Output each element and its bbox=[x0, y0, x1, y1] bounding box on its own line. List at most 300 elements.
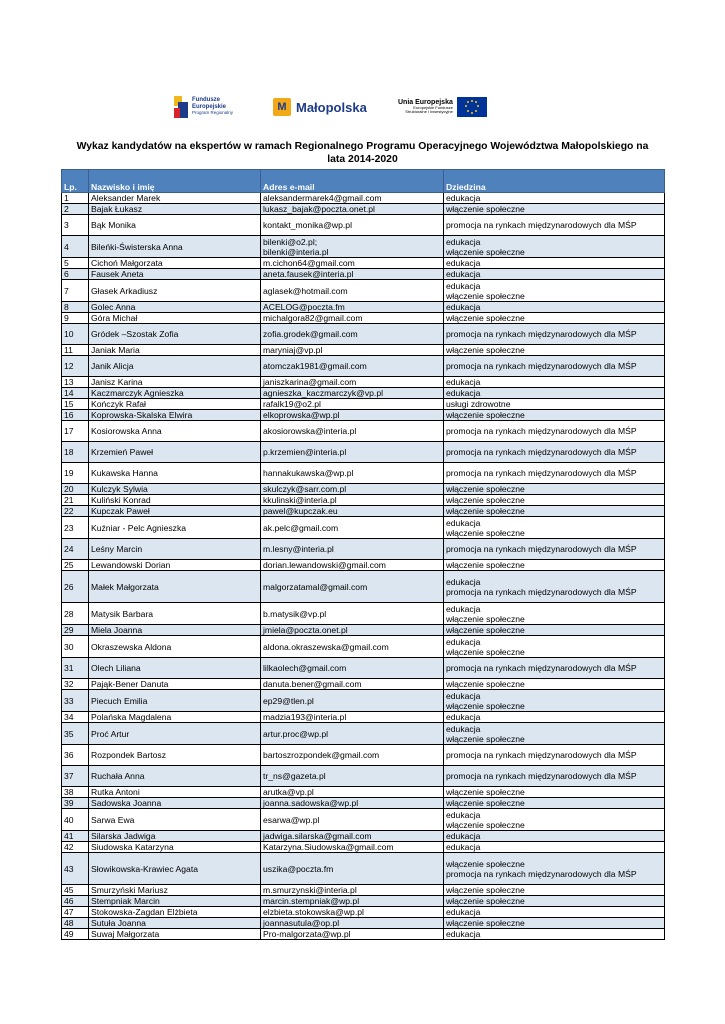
cell-field bbox=[444, 929, 665, 940]
table-row bbox=[62, 636, 665, 658]
cell-name: Rutka Antoni bbox=[89, 787, 261, 798]
cell-email bbox=[261, 723, 444, 745]
candidates-table bbox=[61, 169, 665, 940]
table-row bbox=[62, 204, 665, 215]
cell-email-line: bilenki@o2.pl; bbox=[263, 236, 318, 247]
cell-name: Polańska Magdalena bbox=[89, 712, 261, 723]
cell-lp: 4 bbox=[62, 236, 89, 258]
table-row bbox=[62, 842, 665, 853]
cell-lp: 30 bbox=[62, 636, 89, 658]
cell-name: Miela Joanna bbox=[89, 625, 261, 636]
cell-email-line: ACELOG@poczta.fm bbox=[263, 302, 345, 312]
cell-name: Lewandowski Dorian bbox=[89, 560, 261, 571]
cell-field-line: włączenie społeczne bbox=[446, 798, 525, 808]
cell-field-line: włączenie społeczne bbox=[446, 885, 525, 895]
cell-field bbox=[444, 258, 665, 269]
cell-email-line: madzia193@interia.pl bbox=[263, 712, 347, 722]
table-row bbox=[62, 193, 665, 204]
cell-email-line: zofia.grodek@gmail.com bbox=[263, 329, 358, 339]
ue-logo-line2: Europejskie Fundusze bbox=[413, 104, 453, 110]
cell-email-line: esarwa@wp.pl bbox=[263, 814, 320, 825]
cell-field bbox=[444, 495, 665, 506]
cell-email bbox=[261, 463, 444, 484]
table-row bbox=[62, 712, 665, 723]
table-row bbox=[62, 269, 665, 280]
cell-field bbox=[444, 853, 665, 885]
cell-email-line: ak.pelc@gmail.com bbox=[263, 522, 339, 533]
table-row bbox=[62, 421, 665, 442]
cell-name: Cichoń Małgorzata bbox=[89, 258, 261, 269]
cell-field bbox=[444, 517, 665, 539]
cell-field-line: włączenie społeczne bbox=[446, 733, 525, 744]
cell-field bbox=[444, 204, 665, 215]
cell-name: Sarwa Ewa bbox=[89, 809, 261, 831]
cell-email bbox=[261, 918, 444, 929]
cell-field-line: włączenie społeczne bbox=[446, 646, 525, 657]
cell-email-line: tr_ns@gazeta.pl bbox=[263, 771, 326, 781]
cell-name: Proć Artur bbox=[89, 723, 261, 745]
cell-field-line: włączenie społeczne bbox=[446, 290, 525, 301]
cell-field-line: edukacja bbox=[446, 517, 481, 528]
cell-field bbox=[444, 377, 665, 388]
cell-field-line: promocja na rynkach międzynarodowych dla MŚP bbox=[446, 771, 637, 781]
cell-email bbox=[261, 345, 444, 356]
cell-lp: 34 bbox=[62, 712, 89, 723]
cell-field-line: promocja na rynkach międzynarodowych dla MŚP bbox=[446, 426, 637, 436]
cell-field bbox=[444, 560, 665, 571]
cell-field bbox=[444, 324, 665, 345]
cell-email bbox=[261, 399, 444, 410]
table-row bbox=[62, 723, 665, 745]
cell-email-line: bartoszrozpondek@gmail.com bbox=[263, 750, 380, 760]
cell-email bbox=[261, 896, 444, 907]
unia-europejska-logo bbox=[398, 90, 487, 124]
cell-name: Kaczmarczyk Agnieszka bbox=[89, 388, 261, 399]
cell-email bbox=[261, 571, 444, 603]
cell-field-line: edukacja bbox=[446, 603, 481, 614]
cell-field bbox=[444, 484, 665, 495]
cell-name: Kuliński Konrad bbox=[89, 495, 261, 506]
cell-email bbox=[261, 929, 444, 940]
cell-field bbox=[444, 625, 665, 636]
cell-field bbox=[444, 658, 665, 679]
cell-email-line: michalgora82@gmail.com bbox=[263, 313, 363, 323]
cell-field-line: edukacja bbox=[446, 236, 481, 247]
cell-name: Piecuch Emilia bbox=[89, 690, 261, 712]
cell-lp: 3 bbox=[62, 215, 89, 236]
cell-lp: 9 bbox=[62, 313, 89, 324]
cell-lp: 39 bbox=[62, 798, 89, 809]
cell-lp: 21 bbox=[62, 495, 89, 506]
cell-field bbox=[444, 571, 665, 603]
table-header-row bbox=[62, 170, 665, 193]
cell-lp: 41 bbox=[62, 831, 89, 842]
cell-field-line: włączenie społeczne bbox=[446, 484, 525, 494]
cell-lp: 45 bbox=[62, 885, 89, 896]
cell-email-line: danuta.bener@gmail.com bbox=[263, 679, 362, 689]
cell-email bbox=[261, 506, 444, 517]
cell-email-line: b.matysik@vp.pl bbox=[263, 608, 327, 619]
table-row bbox=[62, 831, 665, 842]
cell-lp: 13 bbox=[62, 377, 89, 388]
cell-name: Koprowska-Skalska Elwira bbox=[89, 410, 261, 421]
cell-email-line: uszika@poczta.fm bbox=[263, 863, 334, 874]
table-row bbox=[62, 560, 665, 571]
cell-email bbox=[261, 766, 444, 787]
cell-field bbox=[444, 787, 665, 798]
cell-email-line: m.lesny@interia.pl bbox=[263, 544, 334, 554]
cell-name: Kosiorowska Anna bbox=[89, 421, 261, 442]
cell-field bbox=[444, 603, 665, 625]
cell-email bbox=[261, 625, 444, 636]
cell-lp: 42 bbox=[62, 842, 89, 853]
cell-email bbox=[261, 560, 444, 571]
cell-field-line: usługi zdrowotne bbox=[446, 399, 511, 409]
cell-name: Góra Michał bbox=[89, 313, 261, 324]
malopolska-logo-text: Małopolska bbox=[296, 99, 367, 115]
cell-field-line: włączenie społeczne bbox=[446, 204, 525, 214]
malopolska-emblem-icon: M bbox=[273, 98, 291, 116]
cell-field bbox=[444, 410, 665, 421]
table-row bbox=[62, 853, 665, 885]
table-row bbox=[62, 399, 665, 410]
cell-email bbox=[261, 679, 444, 690]
cell-field bbox=[444, 918, 665, 929]
cell-field-line: edukacja bbox=[446, 690, 481, 701]
cell-name: Siudowska Katarzyna bbox=[89, 842, 261, 853]
cell-email-line: kkulinski@interia.pl bbox=[263, 495, 337, 505]
table-row bbox=[62, 929, 665, 940]
cell-email-line: Pro-malgorzata@wp.pl bbox=[263, 929, 351, 939]
cell-email-line: hannakukawska@wp.pl bbox=[263, 468, 354, 478]
table-row bbox=[62, 388, 665, 399]
cell-name: Kuźniar - Pelc Agnieszka bbox=[89, 517, 261, 539]
cell-email-line: elkoprowska@wp.pl bbox=[263, 410, 340, 420]
cell-name: Bąk Monika bbox=[89, 215, 261, 236]
cell-lp: 38 bbox=[62, 787, 89, 798]
cell-field bbox=[444, 885, 665, 896]
cell-lp: 36 bbox=[62, 745, 89, 766]
cell-email-line: joannasutula@op.pl bbox=[263, 918, 340, 928]
cell-email bbox=[261, 410, 444, 421]
cell-email-line: p.krzemien@interia.pl bbox=[263, 447, 347, 457]
cell-lp: 8 bbox=[62, 302, 89, 313]
cell-email bbox=[261, 377, 444, 388]
table-row bbox=[62, 215, 665, 236]
cell-name: Sadowska Joanna bbox=[89, 798, 261, 809]
cell-name: Leśny Marcin bbox=[89, 539, 261, 560]
cell-field bbox=[444, 302, 665, 313]
cell-field-line: edukacja bbox=[446, 907, 481, 917]
cell-email bbox=[261, 313, 444, 324]
cell-field-line: edukacja bbox=[446, 636, 481, 647]
cell-email-line: ep29@tlen.pl bbox=[263, 695, 314, 706]
table-row bbox=[62, 809, 665, 831]
cell-lp: 14 bbox=[62, 388, 89, 399]
table-row bbox=[62, 885, 665, 896]
table-row bbox=[62, 463, 665, 484]
cell-field-line: edukacja bbox=[446, 377, 481, 387]
cell-name: Gródek –Szostak Zofia bbox=[89, 324, 261, 345]
cell-field-line: włączenie społeczne bbox=[446, 679, 525, 689]
cell-field-line: promocja na rynkach międzynarodowych dla MŚP bbox=[446, 447, 637, 457]
cell-field-line: promocja na rynkach międzynarodowych dla MŚP bbox=[446, 361, 637, 371]
cell-lp: 7 bbox=[62, 280, 89, 302]
cell-field bbox=[444, 356, 665, 377]
cell-email-line: kontakt_monika@wp.pl bbox=[263, 220, 352, 230]
cell-email-line: pawel@kupczak.eu bbox=[263, 506, 338, 516]
cell-name: Olech Liliana bbox=[89, 658, 261, 679]
cell-email bbox=[261, 809, 444, 831]
cell-email-line: jadwiga.silarska@gmail.com bbox=[263, 831, 372, 841]
cell-email-line: m.cichon64@gmail.com bbox=[263, 258, 355, 268]
cell-field-line: edukacja bbox=[446, 831, 481, 841]
cell-field bbox=[444, 215, 665, 236]
table-row bbox=[62, 442, 665, 463]
cell-email bbox=[261, 442, 444, 463]
cell-lp: 20 bbox=[62, 484, 89, 495]
cell-field-line: edukacja bbox=[446, 809, 481, 820]
table-row bbox=[62, 280, 665, 302]
table-row bbox=[62, 236, 665, 258]
cell-email-line: arutka@vp.pl bbox=[263, 787, 314, 797]
cell-lp: 11 bbox=[62, 345, 89, 356]
cell-lp: 29 bbox=[62, 625, 89, 636]
cell-field bbox=[444, 539, 665, 560]
cell-lp: 43 bbox=[62, 853, 89, 885]
cell-lp: 18 bbox=[62, 442, 89, 463]
cell-field-line: włączenie społeczne bbox=[446, 819, 525, 830]
cell-field-line: włączenie społeczne bbox=[446, 700, 525, 711]
table-row bbox=[62, 356, 665, 377]
cell-field bbox=[444, 723, 665, 745]
cell-email bbox=[261, 842, 444, 853]
table-body bbox=[62, 193, 665, 940]
cell-lp: 32 bbox=[62, 679, 89, 690]
cell-field-line: włączenie społeczne bbox=[446, 896, 525, 906]
cell-field bbox=[444, 690, 665, 712]
table-row bbox=[62, 787, 665, 798]
cell-email bbox=[261, 798, 444, 809]
cell-field-line: promocja na rynkach międzynarodowych dla MŚP bbox=[446, 586, 637, 597]
table-row bbox=[62, 658, 665, 679]
cell-field-line: włączenie społeczne bbox=[446, 345, 525, 355]
cell-lp: 15 bbox=[62, 399, 89, 410]
cell-field-line: edukacja bbox=[446, 388, 481, 398]
cell-email bbox=[261, 258, 444, 269]
table-row bbox=[62, 571, 665, 603]
cell-name: Okraszewska Aldona bbox=[89, 636, 261, 658]
cell-email bbox=[261, 193, 444, 204]
page-title bbox=[60, 140, 665, 166]
cell-name: Krzemień Paweł bbox=[89, 442, 261, 463]
cell-field bbox=[444, 745, 665, 766]
cell-email-line: aldona.okraszewska@gmail.com bbox=[263, 641, 389, 652]
cell-name: Fausek Aneta bbox=[89, 269, 261, 280]
cell-name: Bajak Łukasz bbox=[89, 204, 261, 215]
ue-logo-line3: Strukturalne i Inwestycyjne bbox=[405, 109, 453, 114]
cell-email bbox=[261, 215, 444, 236]
cell-email-line: aneta.fausek@interia.pl bbox=[263, 269, 354, 279]
fe-logo-line2: Europejskie bbox=[192, 103, 227, 110]
cell-lp: 46 bbox=[62, 896, 89, 907]
cell-field-line: promocja na rynkach międzynarodowych dla MŚP bbox=[446, 468, 637, 478]
cell-email-line: bilenki@interia.pl bbox=[263, 246, 329, 257]
cell-lp: 33 bbox=[62, 690, 89, 712]
cell-email-line: rafalk19@o2.pl bbox=[263, 399, 321, 409]
title-line-1: Wykaz kandydatów na ekspertów w ramach Regionalnego Programu Operacyjnego Województwa Małopolskiego na bbox=[76, 141, 649, 152]
cell-email-line: Katarzyna.Siudowska@gmail.com bbox=[263, 842, 394, 852]
cell-lp: 12 bbox=[62, 356, 89, 377]
cell-lp: 47 bbox=[62, 907, 89, 918]
cell-field bbox=[444, 399, 665, 410]
header-email: Adres e-mail bbox=[261, 170, 444, 193]
cell-field-line: edukacja bbox=[446, 280, 481, 291]
cell-field bbox=[444, 236, 665, 258]
cell-field bbox=[444, 442, 665, 463]
cell-field-line: edukacja bbox=[446, 842, 481, 852]
cell-field-line: edukacja bbox=[446, 193, 481, 203]
cell-field-line: edukacja bbox=[446, 929, 481, 939]
cell-field bbox=[444, 506, 665, 517]
cell-field bbox=[444, 831, 665, 842]
cell-field bbox=[444, 636, 665, 658]
cell-email-line: artur.proc@wp.pl bbox=[263, 728, 329, 739]
cell-email bbox=[261, 388, 444, 399]
cell-lp: 49 bbox=[62, 929, 89, 940]
cell-name: Stempniak Marcin bbox=[89, 896, 261, 907]
cell-email bbox=[261, 885, 444, 896]
cell-lp: 5 bbox=[62, 258, 89, 269]
cell-name: Smurzyński Mariusz bbox=[89, 885, 261, 896]
table-row bbox=[62, 302, 665, 313]
cell-lp: 26 bbox=[62, 571, 89, 603]
logo-bar bbox=[0, 90, 725, 124]
malopolska-logo bbox=[273, 90, 367, 124]
cell-field bbox=[444, 798, 665, 809]
cell-email-line: akosiorowska@interia.pl bbox=[263, 426, 357, 436]
cell-name: Janiak Maria bbox=[89, 345, 261, 356]
ue-logo-line1: Unia Europejska bbox=[398, 98, 453, 106]
cell-email-line: maryniaj@vp.pl bbox=[263, 345, 323, 355]
cell-name: Sutuła Joanna bbox=[89, 918, 261, 929]
cell-email bbox=[261, 484, 444, 495]
cell-email bbox=[261, 517, 444, 539]
cell-email-line: elzbieta.stokowska@wp.pl bbox=[263, 907, 364, 917]
cell-email bbox=[261, 745, 444, 766]
cell-field-line: włączenie społeczne bbox=[446, 246, 525, 257]
cell-lp: 28 bbox=[62, 603, 89, 625]
cell-email-line: atomczak1981@gmail.com bbox=[263, 361, 367, 371]
cell-lp: 48 bbox=[62, 918, 89, 929]
cell-email bbox=[261, 787, 444, 798]
cell-name: Kończyk Rafał bbox=[89, 399, 261, 410]
cell-field bbox=[444, 280, 665, 302]
cell-lp: 37 bbox=[62, 766, 89, 787]
cell-email bbox=[261, 636, 444, 658]
table-row bbox=[62, 506, 665, 517]
fe-logo-line3: Program Regionalny bbox=[192, 110, 234, 116]
table-row bbox=[62, 896, 665, 907]
cell-lp: 19 bbox=[62, 463, 89, 484]
cell-field bbox=[444, 345, 665, 356]
cell-email-line: agnieszka_kaczmarczyk@vp.pl bbox=[263, 388, 384, 398]
fe-star-icon bbox=[174, 96, 188, 118]
cell-field-line: włączenie społeczne bbox=[446, 495, 525, 505]
cell-email bbox=[261, 269, 444, 280]
cell-name: Suwaj Małgorzata bbox=[89, 929, 261, 940]
fundusze-europejskie-logo bbox=[174, 90, 233, 124]
cell-email-line: aglasek@hotmail.com bbox=[263, 285, 348, 296]
cell-name: Rozpondek Bartosz bbox=[89, 745, 261, 766]
cell-lp: 17 bbox=[62, 421, 89, 442]
cell-name: Głasek Arkadiusz bbox=[89, 280, 261, 302]
table-row bbox=[62, 603, 665, 625]
cell-name: Słowikowska-Krawiec Agata bbox=[89, 853, 261, 885]
table-row bbox=[62, 539, 665, 560]
table-row bbox=[62, 313, 665, 324]
cell-email bbox=[261, 712, 444, 723]
table-row bbox=[62, 918, 665, 929]
cell-email bbox=[261, 421, 444, 442]
cell-field-line: włączenie społeczne bbox=[446, 625, 525, 635]
cell-email-line: jmiela@poczta.onet.pl bbox=[263, 625, 348, 635]
cell-email-line: malgorzatamal@gmail.com bbox=[263, 581, 368, 592]
table-row bbox=[62, 495, 665, 506]
cell-email bbox=[261, 907, 444, 918]
cell-field-line: promocja na rynkach międzynarodowych dla MŚP bbox=[446, 868, 637, 879]
cell-email-line: joanna.sadowska@wp.pl bbox=[263, 798, 359, 808]
cell-field-line: edukacja bbox=[446, 269, 481, 279]
cell-name: Golec Anna bbox=[89, 302, 261, 313]
cell-email-line: janiszkarina@gmail.com bbox=[263, 377, 357, 387]
cell-email-line: marcin.stempniak@wp.pl bbox=[263, 896, 360, 906]
cell-field bbox=[444, 712, 665, 723]
table-row bbox=[62, 745, 665, 766]
cell-email bbox=[261, 280, 444, 302]
cell-email bbox=[261, 236, 444, 258]
cell-email-line: dorian.lewandowski@gmail.com bbox=[263, 560, 386, 570]
cell-name: Pająk-Bener Danuta bbox=[89, 679, 261, 690]
table-row bbox=[62, 324, 665, 345]
cell-name: Matysik Barbara bbox=[89, 603, 261, 625]
cell-field bbox=[444, 388, 665, 399]
cell-email bbox=[261, 831, 444, 842]
cell-lp: 31 bbox=[62, 658, 89, 679]
cell-email bbox=[261, 658, 444, 679]
fe-logo-line1: Fundusze bbox=[192, 97, 220, 104]
table-row bbox=[62, 625, 665, 636]
cell-field bbox=[444, 907, 665, 918]
cell-field-line: edukacja bbox=[446, 576, 481, 587]
cell-name: Silarska Jadwiga bbox=[89, 831, 261, 842]
cell-name: Kupczak Paweł bbox=[89, 506, 261, 517]
table-row bbox=[62, 766, 665, 787]
table-row bbox=[62, 377, 665, 388]
cell-email bbox=[261, 324, 444, 345]
cell-field-line: promocja na rynkach międzynarodowych dla MŚP bbox=[446, 544, 637, 554]
cell-email bbox=[261, 603, 444, 625]
cell-field-line: promocja na rynkach międzynarodowych dla MŚP bbox=[446, 663, 637, 673]
cell-field-line: włączenie społeczne bbox=[446, 527, 525, 538]
cell-lp: 16 bbox=[62, 410, 89, 421]
cell-field-line: promocja na rynkach międzynarodowych dla MŚP bbox=[446, 329, 637, 339]
cell-email-line: aleksandermarek4@gmail.com bbox=[263, 193, 382, 203]
cell-field-line: włączenie społeczne bbox=[446, 787, 525, 797]
cell-lp: 40 bbox=[62, 809, 89, 831]
cell-field-line: włączenie społeczne bbox=[446, 613, 525, 624]
header-name: Nazwisko i imię bbox=[89, 170, 261, 193]
